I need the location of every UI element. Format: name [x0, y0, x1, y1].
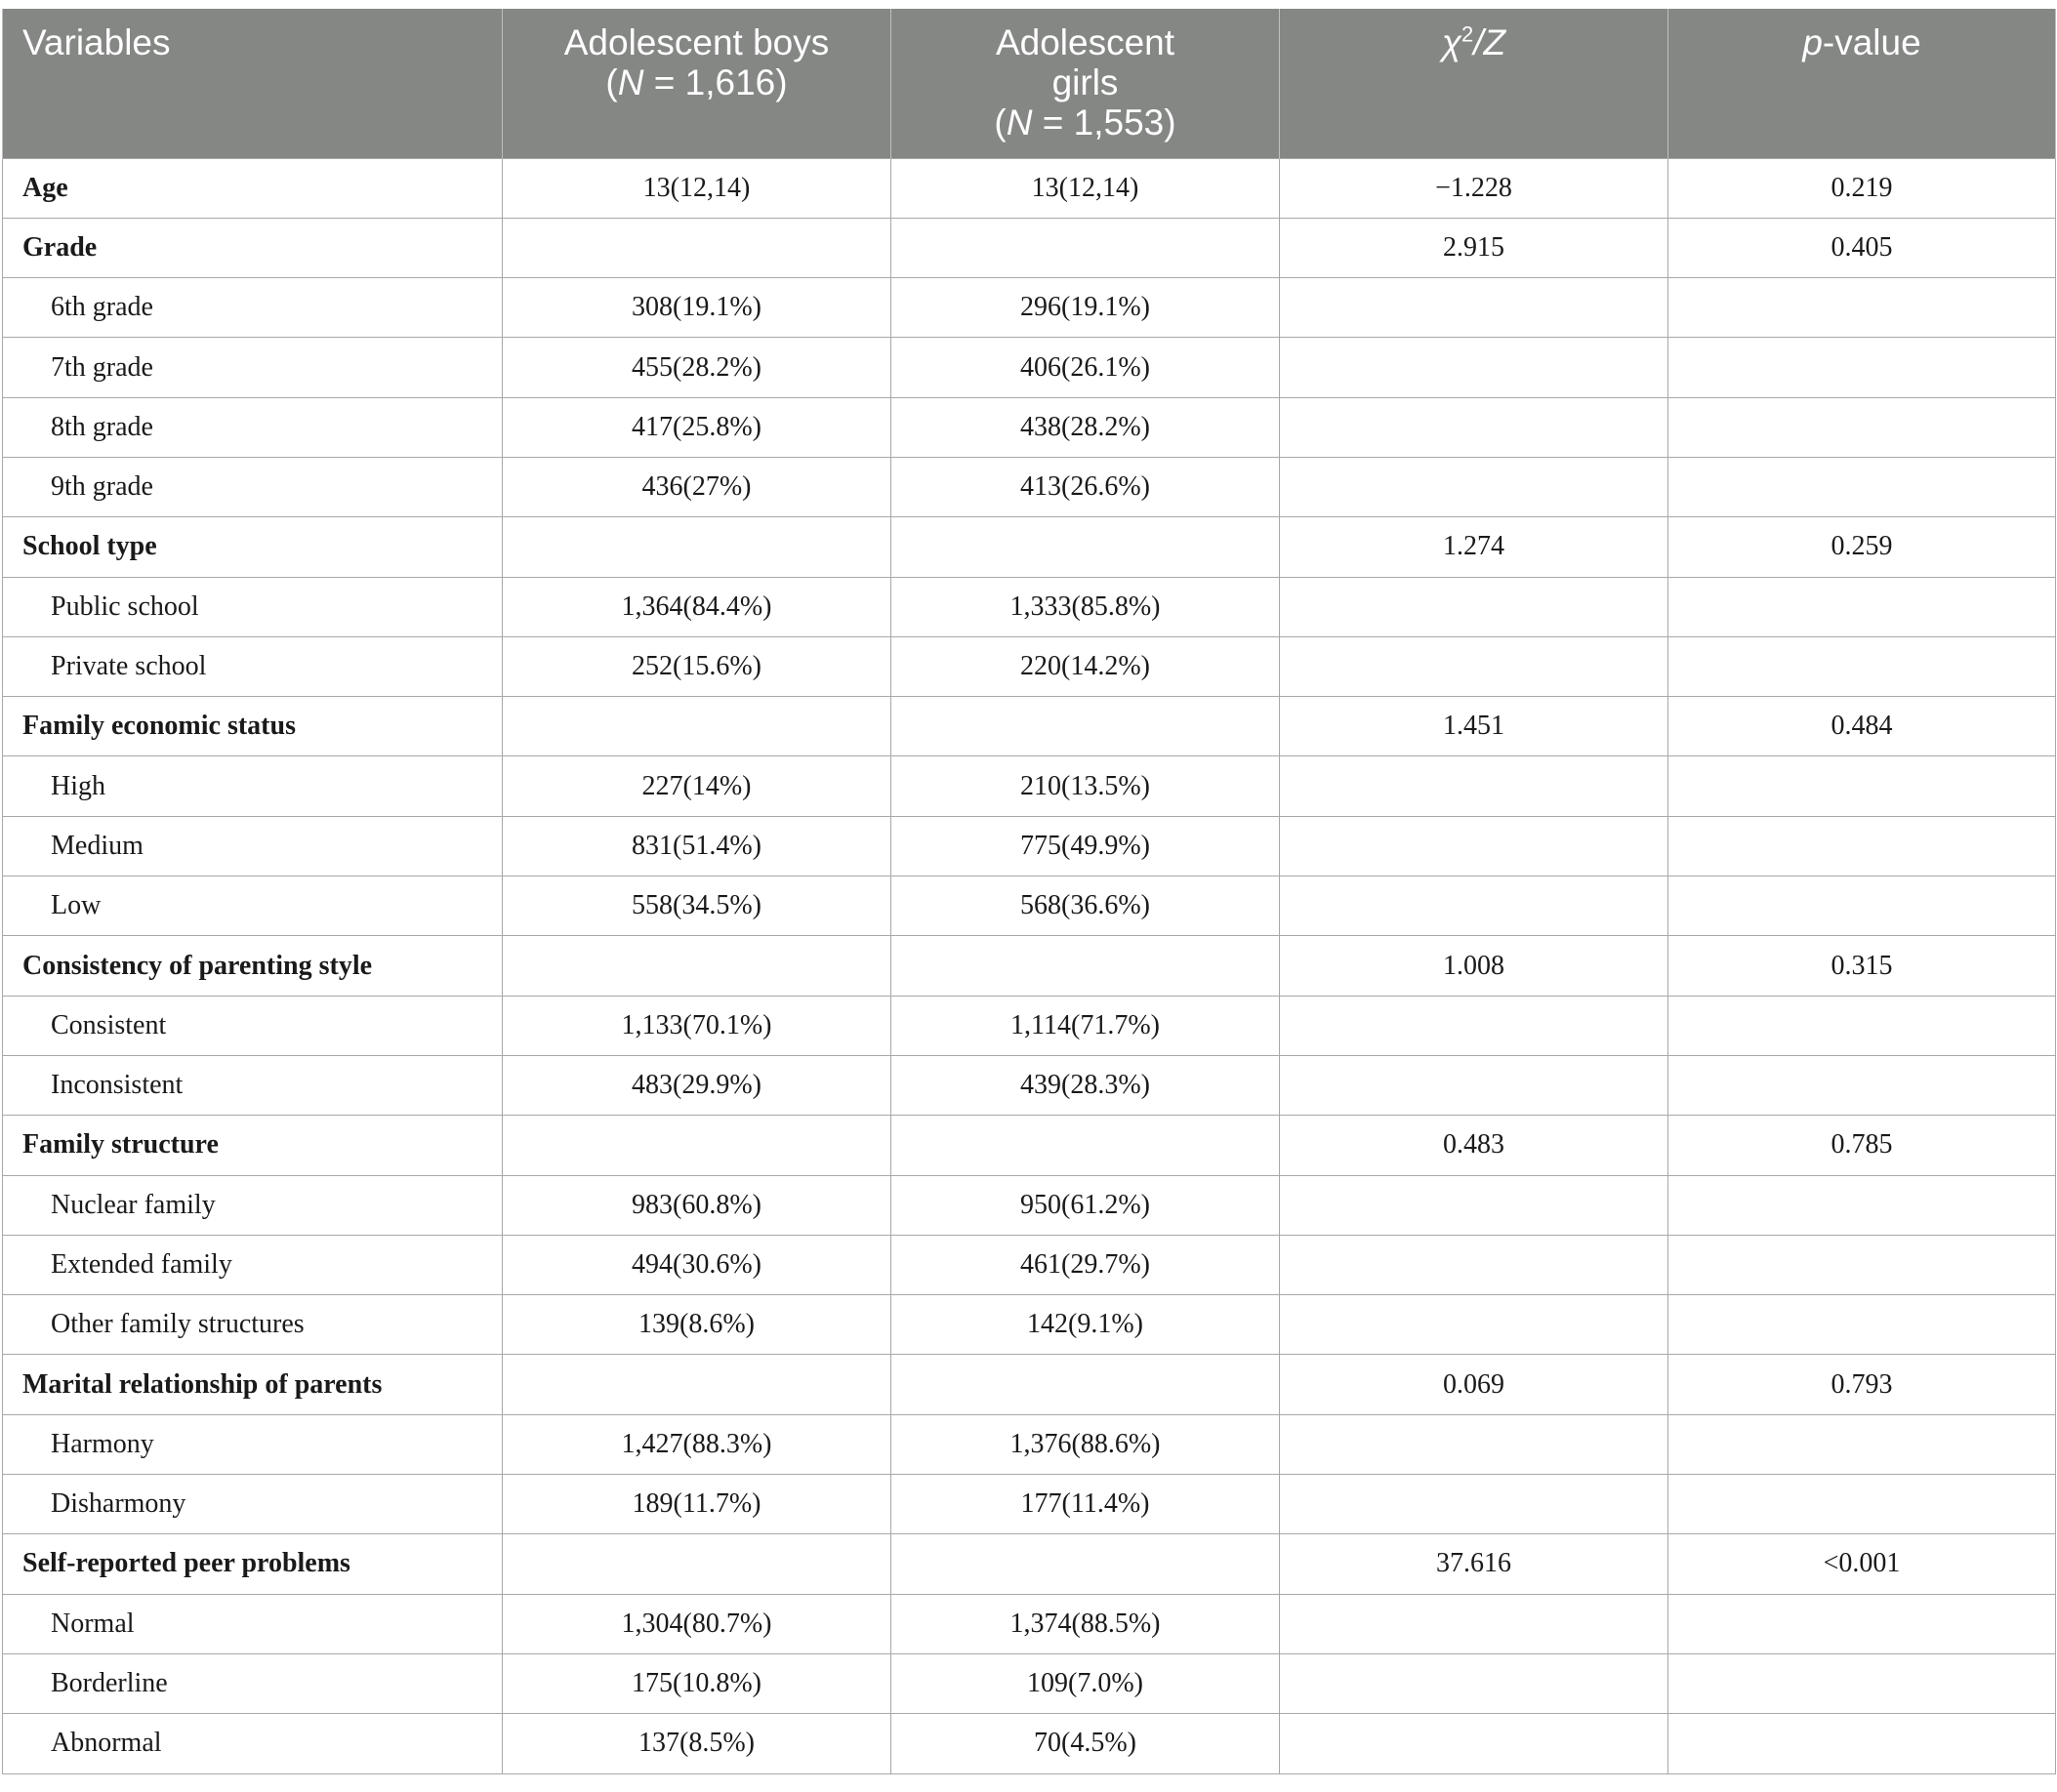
cell-p-value: 0.259 — [1668, 517, 2056, 577]
cell-variable: Extended family — [3, 1235, 503, 1294]
cell-girls — [891, 1355, 1280, 1414]
cell-statistic — [1280, 1055, 1668, 1115]
cell-variable: High — [3, 756, 503, 816]
cell-statistic — [1280, 756, 1668, 816]
cell-girls: 406(26.1%) — [891, 338, 1280, 397]
cell-boys: 1,133(70.1%) — [503, 996, 891, 1055]
table-row — [3, 876, 2056, 936]
cell-girls: 461(29.7%) — [891, 1235, 1280, 1294]
cell-girls: 1,114(71.7%) — [891, 996, 1280, 1055]
cell-girls: 142(9.1%) — [891, 1295, 1280, 1355]
cell-p-value — [1668, 1475, 2056, 1534]
cell-girls: 568(36.6%) — [891, 876, 1280, 936]
cell-boys: 483(29.9%) — [503, 1055, 891, 1115]
cell-variable: 8th grade — [3, 397, 503, 457]
cell-girls: 413(26.6%) — [891, 457, 1280, 516]
table-row — [3, 1295, 2056, 1355]
cell-p-value: <0.001 — [1668, 1534, 2056, 1594]
table-row — [3, 1055, 2056, 1115]
cell-p-value — [1668, 1295, 2056, 1355]
cell-statistic: 0.483 — [1280, 1116, 1668, 1175]
table-row — [3, 636, 2056, 696]
cell-boys: 494(30.6%) — [503, 1235, 891, 1294]
cell-boys: 308(19.1%) — [503, 278, 891, 338]
cell-statistic: −1.228 — [1280, 158, 1668, 218]
cell-statistic — [1280, 1475, 1668, 1534]
cell-variable: 7th grade — [3, 338, 503, 397]
cell-variable: Consistent — [3, 996, 503, 1055]
cell-variable: Harmony — [3, 1414, 503, 1474]
cell-girls: 13(12,14) — [891, 158, 1280, 218]
table-header-row — [3, 9, 2056, 158]
header-p-value: p-value — [1668, 9, 2056, 158]
cell-variable: Marital relationship of parents — [3, 1355, 503, 1414]
cell-variable: Age — [3, 158, 503, 218]
cell-boys: 831(51.4%) — [503, 816, 891, 876]
cell-p-value: 0.484 — [1668, 697, 2056, 756]
cell-variable: Medium — [3, 816, 503, 876]
cell-statistic: 2.915 — [1280, 218, 1668, 277]
cell-boys — [503, 1355, 891, 1414]
cell-girls: 1,376(88.6%) — [891, 1414, 1280, 1474]
table-row-group — [3, 218, 2056, 277]
cell-girls — [891, 697, 1280, 756]
table-row — [3, 1594, 2056, 1653]
cell-statistic — [1280, 1714, 1668, 1773]
cell-p-value — [1668, 338, 2056, 397]
table-row — [3, 756, 2056, 816]
cell-statistic: 1.274 — [1280, 517, 1668, 577]
cell-boys: 252(15.6%) — [503, 636, 891, 696]
cell-statistic — [1280, 1594, 1668, 1653]
cell-p-value: 0.219 — [1668, 158, 2056, 218]
table-row-group — [3, 697, 2056, 756]
cell-girls — [891, 517, 1280, 577]
table-row — [3, 1653, 2056, 1713]
cell-variable: Borderline — [3, 1653, 503, 1713]
cell-boys: 175(10.8%) — [503, 1653, 891, 1713]
cell-p-value — [1668, 816, 2056, 876]
cell-girls — [891, 1534, 1280, 1594]
table-body — [3, 158, 2056, 1773]
cell-p-value — [1668, 577, 2056, 636]
cell-boys — [503, 1534, 891, 1594]
cell-variable: Self-reported peer problems — [3, 1534, 503, 1594]
cell-statistic: 37.616 — [1280, 1534, 1668, 1594]
cell-p-value — [1668, 1175, 2056, 1235]
cell-statistic — [1280, 996, 1668, 1055]
cell-p-value: 0.785 — [1668, 1116, 2056, 1175]
cell-girls: 177(11.4%) — [891, 1475, 1280, 1534]
table-row — [3, 1235, 2056, 1294]
cell-p-value: 0.405 — [1668, 218, 2056, 277]
cell-boys: 137(8.5%) — [503, 1714, 891, 1773]
table-row — [3, 1475, 2056, 1534]
cell-variable: Grade — [3, 218, 503, 277]
demographics-table — [2, 9, 2056, 1774]
cell-boys: 227(14%) — [503, 756, 891, 816]
cell-variable: Family structure — [3, 1116, 503, 1175]
cell-boys: 1,427(88.3%) — [503, 1414, 891, 1474]
table-row-group — [3, 1116, 2056, 1175]
cell-p-value — [1668, 1235, 2056, 1294]
cell-boys: 139(8.6%) — [503, 1295, 891, 1355]
cell-variable: Abnormal — [3, 1714, 503, 1773]
cell-p-value — [1668, 636, 2056, 696]
cell-statistic: 0.069 — [1280, 1355, 1668, 1414]
cell-p-value — [1668, 756, 2056, 816]
cell-statistic — [1280, 636, 1668, 696]
cell-p-value — [1668, 996, 2056, 1055]
cell-girls: 775(49.9%) — [891, 816, 1280, 876]
cell-boys — [503, 1116, 891, 1175]
cell-variable: Nuclear family — [3, 1175, 503, 1235]
cell-variable: Family economic status — [3, 697, 503, 756]
table-container — [2, 9, 2055, 1774]
cell-boys: 1,364(84.4%) — [503, 577, 891, 636]
cell-statistic — [1280, 397, 1668, 457]
cell-girls: 70(4.5%) — [891, 1714, 1280, 1773]
table-row-group — [3, 517, 2056, 577]
cell-statistic — [1280, 457, 1668, 516]
cell-statistic — [1280, 876, 1668, 936]
cell-variable: Inconsistent — [3, 1055, 503, 1115]
header-adolescent-boys: Adolescent boys (N = 1,616) — [503, 9, 891, 158]
cell-p-value — [1668, 1653, 2056, 1713]
cell-girls: 439(28.3%) — [891, 1055, 1280, 1115]
cell-girls — [891, 1116, 1280, 1175]
cell-statistic — [1280, 577, 1668, 636]
cell-boys — [503, 697, 891, 756]
cell-boys: 983(60.8%) — [503, 1175, 891, 1235]
cell-variable: Public school — [3, 577, 503, 636]
table-row — [3, 996, 2056, 1055]
cell-p-value: 0.315 — [1668, 936, 2056, 996]
cell-p-value — [1668, 397, 2056, 457]
table-row — [3, 457, 2056, 516]
cell-statistic — [1280, 278, 1668, 338]
table-row — [3, 1414, 2056, 1474]
cell-statistic — [1280, 1414, 1668, 1474]
cell-variable: Private school — [3, 636, 503, 696]
header-chi-square-z: $\chi^2/Z$ — [1280, 9, 1668, 158]
cell-girls: 210(13.5%) — [891, 756, 1280, 816]
cell-p-value: 0.793 — [1668, 1355, 2056, 1414]
cell-girls — [891, 218, 1280, 277]
cell-girls — [891, 936, 1280, 996]
cell-girls: 950(61.2%) — [891, 1175, 1280, 1235]
cell-boys: 558(34.5%) — [503, 876, 891, 936]
table-row — [3, 338, 2056, 397]
cell-p-value — [1668, 1594, 2056, 1653]
table-row — [3, 816, 2056, 876]
cell-variable: Consistency of parenting style — [3, 936, 503, 996]
cell-boys: 455(28.2%) — [503, 338, 891, 397]
cell-statistic — [1280, 1295, 1668, 1355]
cell-statistic — [1280, 1653, 1668, 1713]
cell-girls: 438(28.2%) — [891, 397, 1280, 457]
table-row — [3, 1714, 2056, 1773]
table-row-group — [3, 158, 2056, 218]
cell-p-value — [1668, 1055, 2056, 1115]
cell-boys — [503, 218, 891, 277]
header-adolescent-girls: Adolescent girls (N = 1,553) — [891, 9, 1280, 158]
cell-boys — [503, 517, 891, 577]
cell-boys — [503, 936, 891, 996]
cell-girls: 296(19.1%) — [891, 278, 1280, 338]
table-row — [3, 278, 2056, 338]
table-row-group — [3, 936, 2056, 996]
cell-p-value — [1668, 1714, 2056, 1773]
cell-variable: Low — [3, 876, 503, 936]
cell-statistic — [1280, 1235, 1668, 1294]
cell-girls: 1,374(88.5%) — [891, 1594, 1280, 1653]
cell-statistic — [1280, 338, 1668, 397]
cell-girls: 1,333(85.8%) — [891, 577, 1280, 636]
cell-variable: Disharmony — [3, 1475, 503, 1534]
cell-statistic — [1280, 1175, 1668, 1235]
cell-p-value — [1668, 1414, 2056, 1474]
table-row — [3, 397, 2056, 457]
cell-p-value — [1668, 457, 2056, 516]
cell-girls: 220(14.2%) — [891, 636, 1280, 696]
cell-boys: 436(27%) — [503, 457, 891, 516]
cell-boys: 417(25.8%) — [503, 397, 891, 457]
cell-boys: 189(11.7%) — [503, 1475, 891, 1534]
cell-boys: 1,304(80.7%) — [503, 1594, 891, 1653]
table-row-group — [3, 1534, 2056, 1594]
cell-statistic — [1280, 816, 1668, 876]
cell-p-value — [1668, 278, 2056, 338]
table-row — [3, 577, 2056, 636]
cell-p-value — [1668, 876, 2056, 936]
header-variables: Variables — [3, 9, 503, 158]
table-row — [3, 1175, 2056, 1235]
cell-variable: School type — [3, 517, 503, 577]
cell-variable: 6th grade — [3, 278, 503, 338]
cell-boys: 13(12,14) — [503, 158, 891, 218]
table-row-group — [3, 1355, 2056, 1414]
cell-girls: 109(7.0%) — [891, 1653, 1280, 1713]
cell-variable: 9th grade — [3, 457, 503, 516]
cell-variable: Other family structures — [3, 1295, 503, 1355]
cell-statistic: 1.451 — [1280, 697, 1668, 756]
cell-variable: Normal — [3, 1594, 503, 1653]
cell-statistic: 1.008 — [1280, 936, 1668, 996]
